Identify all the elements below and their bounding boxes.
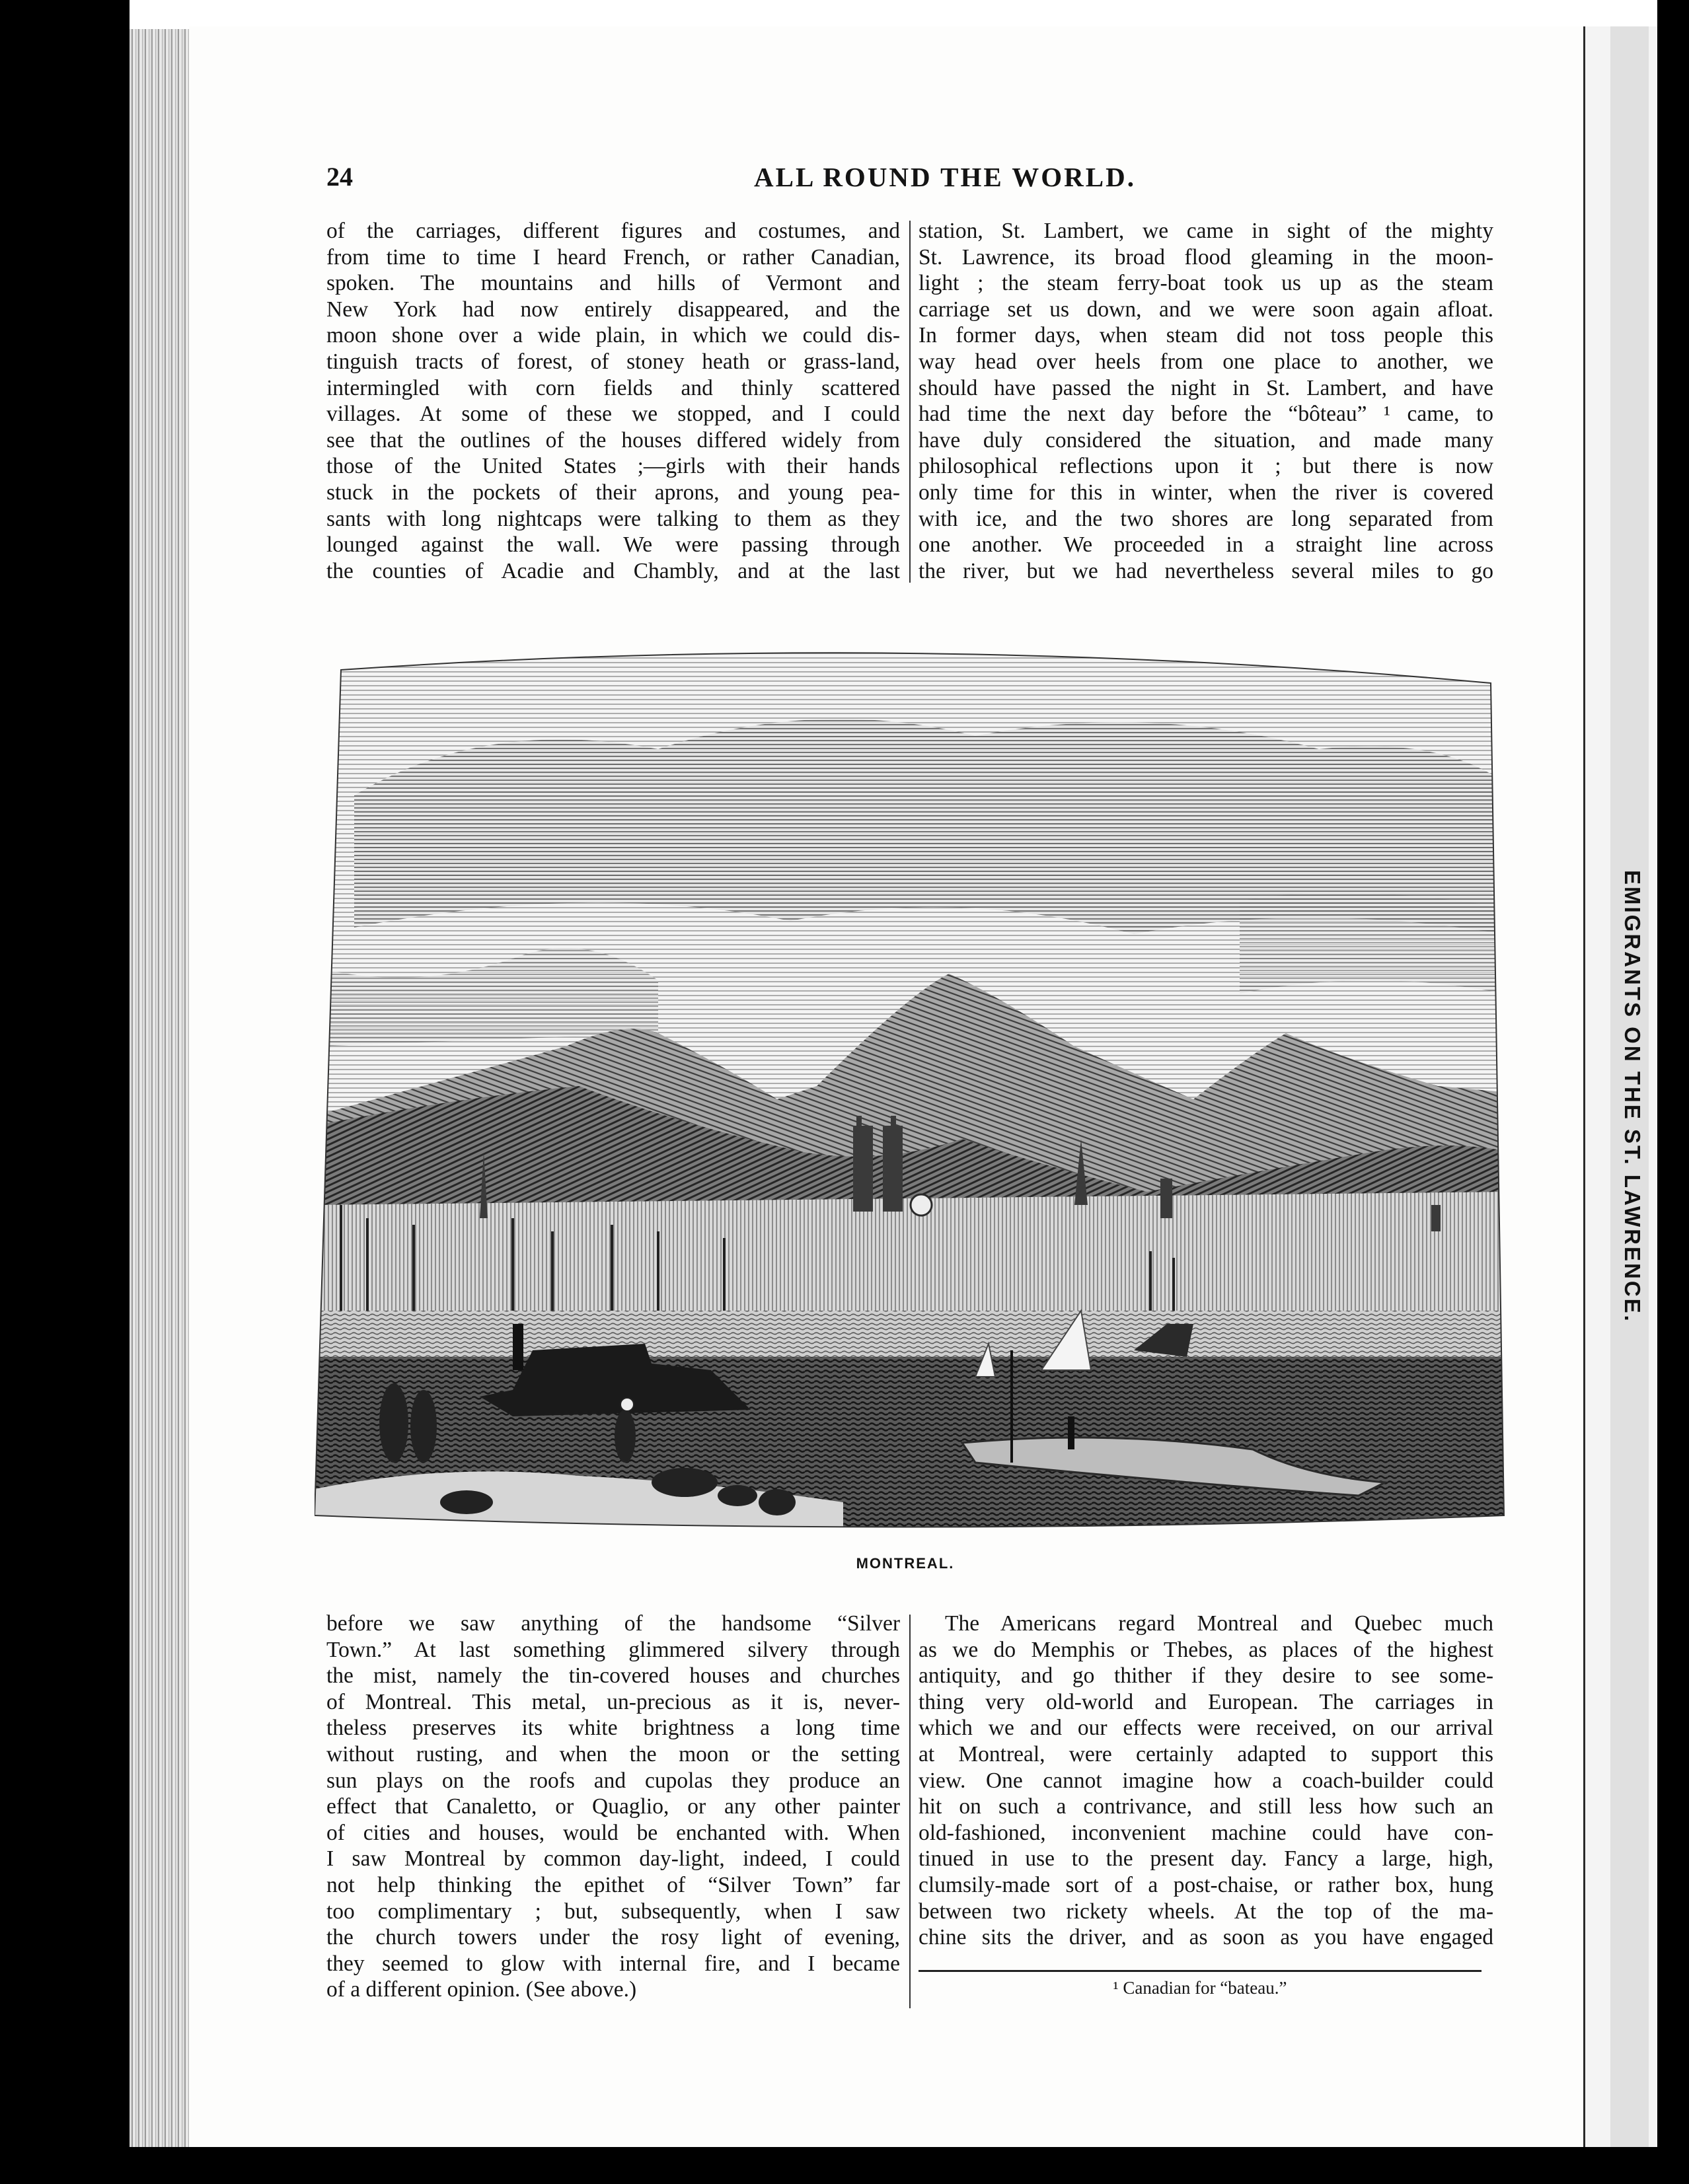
- text-line: at Montreal, were certainly adapted to support this: [919, 1741, 1493, 1766]
- text-line: way head over heels from one place to another, we: [919, 349, 1493, 374]
- text-line: In former days, when steam did not toss people this: [919, 323, 1493, 348]
- text-line: too complimentary ; but, subsequently, when I saw: [326, 1899, 900, 1924]
- text-line: before we saw anything of the handsome “Silver: [326, 1611, 900, 1636]
- text-line: villages. At some of these we stopped, and I could: [326, 402, 900, 427]
- text-line: clumsily-made sort of a post-chaise, or rather box, hung: [919, 1872, 1493, 1897]
- text-line: hit on such a contrivance, and still less how such an: [919, 1794, 1493, 1819]
- text-line: have duly considered the situation, and made many: [919, 427, 1493, 453]
- text-line: one another. We proceeded in a straight line across: [919, 532, 1493, 558]
- text-column-bottom-left: [326, 1611, 900, 2003]
- book-page-edges: [130, 29, 189, 2147]
- scan-margin-left: [0, 0, 130, 2184]
- text-line: station, St. Lambert, we came in sight of the mighty: [919, 219, 1493, 243]
- text-line: chine sits the driver, and as soon as you have engaged: [919, 1925, 1493, 1950]
- running-head: ALL ROUND THE WORLD.: [754, 162, 1136, 192]
- text-line: I saw Montreal by common day-light, indeed, I could: [326, 1846, 900, 1872]
- text-line: light ; the steam ferry-boat took us up as the steam: [919, 271, 1493, 296]
- text-line: lounged against the wall. We were passing through: [326, 532, 900, 558]
- text-line: antiquity, and go thither if they desire to see some-: [919, 1663, 1493, 1689]
- footnote-rule: [919, 1970, 1482, 1972]
- text-line: of Montreal. This metal, un-precious as it is, never-: [326, 1689, 900, 1714]
- text-line: tinued in use to the present day. Fancy a large, high,: [919, 1846, 1493, 1872]
- text-column-bottom-right: [919, 1611, 1493, 1951]
- side-title: EMIGRANTS ON THE ST. LAWRENCE.: [1620, 870, 1645, 1323]
- text-line: Town.” At last something glimmered silvery through: [326, 1637, 900, 1662]
- text-line: not help thinking the epithet of “Silver Town” far: [326, 1872, 900, 1897]
- footnote: ¹ Canadian for “bateau.”: [1113, 1978, 1287, 1998]
- text-line: New York had now entirely disappeared, and the: [326, 297, 900, 322]
- text-line: without rusting, and when the moon or the setting: [326, 1741, 900, 1766]
- text-line: those of the United States ;—girls with their hands: [326, 454, 900, 479]
- text-line: intermingled with corn fields and thinly scattered: [326, 375, 900, 400]
- text-line: the church towers under the rosy light of evening,: [326, 1925, 900, 1950]
- text-line: of cities and houses, would be enchanted with. When: [326, 1820, 900, 1845]
- text-column-top-right: [919, 218, 1493, 584]
- text-line: they seemed to glow with internal fire, and I became: [326, 1951, 900, 1976]
- page-number: 24: [326, 162, 353, 192]
- text-line: the mist, namely the tin-covered houses and churches: [326, 1663, 900, 1689]
- text-line: spoken. The mountains and hills of Vermont and: [326, 271, 900, 296]
- text-line: see that the outlines of the houses differed widely from: [326, 427, 900, 453]
- scan-margin-right: [1657, 0, 1689, 2184]
- text-line: the river, but we had nevertheless several miles to go: [919, 558, 1493, 583]
- text-line: from time to time I heard French, or rather Canadian,: [326, 244, 900, 270]
- text-line: sun plays on the roofs and cupolas they produce an: [326, 1768, 900, 1793]
- text-line: thing very old-world and European. The carriages in: [919, 1689, 1493, 1714]
- text-line: as we do Memphis or Thebes, as places of the highest: [919, 1637, 1493, 1662]
- text-line: carriage set us down, and we were soon again afloat.: [919, 297, 1493, 322]
- scan-margin-bottom: [0, 2147, 1689, 2184]
- text-line: of the carriages, different figures and costumes, and: [326, 219, 900, 243]
- column-rule-bottom: [909, 1615, 911, 2008]
- text-line: should have passed the night in St. Lambert, and have: [919, 375, 1493, 400]
- text-line: of a different opinion. (See above.): [326, 1977, 637, 2002]
- montreal-engraving: [315, 624, 1511, 1535]
- text-line: sants with long nightcaps were talking to them as they: [326, 506, 900, 531]
- text-line: between two rickety wheels. At the top of the ma-: [919, 1899, 1493, 1924]
- text-line: only time for this in winter, when the river is covered: [919, 480, 1493, 505]
- text-line: tinguish tracts of forest, of stoney heath or grass-land,: [326, 349, 900, 374]
- text-line: theless preserves its white brightness a long time: [326, 1716, 900, 1741]
- text-line: philosophical reflections upon it ; but there is now: [919, 454, 1493, 479]
- text-line: which we and our effects were received, on our arrival: [919, 1716, 1493, 1741]
- text-line: St. Lawrence, its broad flood gleaming in the moon-: [919, 244, 1493, 270]
- text-line: the counties of Acadie and Chambly, and at the last: [326, 558, 900, 583]
- text-column-top-left: [326, 218, 900, 584]
- figure-caption: MONTREAL.: [856, 1555, 955, 1572]
- text-line: stuck in the pockets of their aprons, and young pea-: [326, 480, 900, 505]
- text-line: old-fashioned, inconvenient machine could have con-: [919, 1820, 1493, 1845]
- text-line: with ice, and the two shores are long separated from: [919, 506, 1493, 531]
- text-line: had time the next day before the “bôteau” ¹ came, to: [919, 402, 1493, 427]
- text-line: The Americans regard Montreal and Quebec much: [945, 1611, 1493, 1636]
- text-line: view. One cannot imagine how a coach-builder could: [919, 1768, 1493, 1793]
- column-rule-top: [909, 221, 911, 583]
- text-line: effect that Canaletto, or Quaglio, or any other painter: [326, 1794, 900, 1819]
- text-line: moon shone over a wide plain, in which we could dis-: [326, 323, 900, 348]
